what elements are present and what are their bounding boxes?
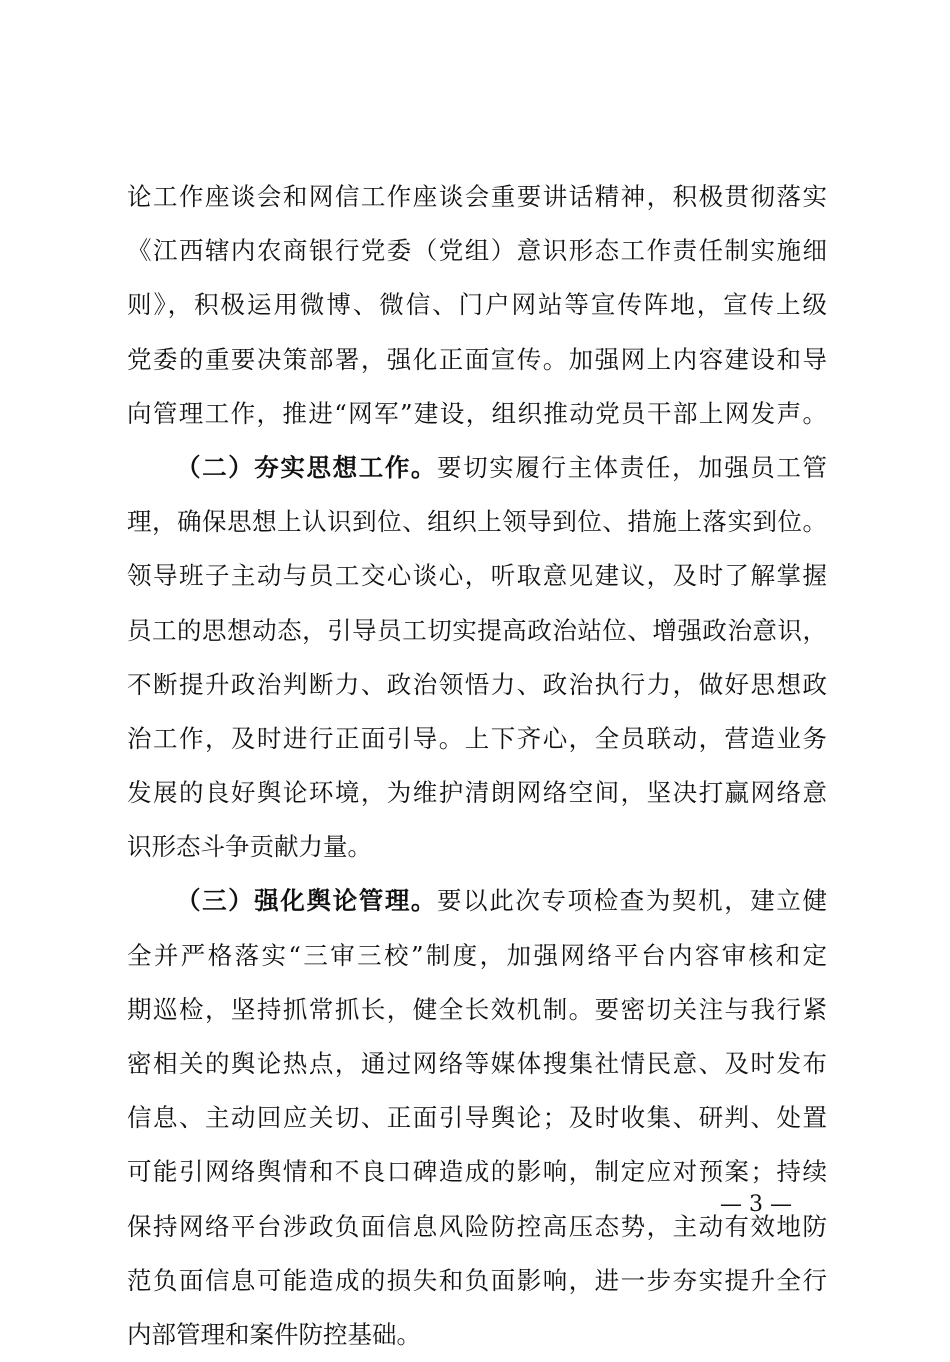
text-run: 要以此次专项检查为契机，建立健	[437, 886, 828, 916]
text-line: 治工作，及时进行正面引导。上下齐心，全员联动，营造业务	[127, 723, 827, 753]
paragraph-first-line	[127, 874, 827, 928]
text-line: 范负面信息可能造成的损失和负面影响，进一步夯实提升全行	[127, 1265, 827, 1295]
text-line: 向管理工作，推进“网军”建设，组织推动党员干部上网发声。	[127, 398, 827, 428]
section-heading-3: （三）强化舆论管理。	[176, 886, 438, 916]
text-line: 《江西辖内农商银行党委（党组）意识形态工作责任制实施细	[127, 236, 827, 266]
paragraph-3	[127, 874, 827, 1362]
text-run: 要切实履行主体责任，加强员工管	[437, 452, 828, 482]
text-line: 不断提升政治判断力、政治领悟力、政治执行力，做好思想政	[127, 669, 827, 699]
text-line: 员工的思想动态，引导员工切实提高政治站位、增强政治意识，	[127, 615, 827, 645]
text-line: 可能引网络舆情和不良口碑造成的影响，制定应对预案；持续	[127, 1157, 827, 1187]
text-line: 内部管理和案件防控基础。	[127, 1319, 421, 1349]
text-line: 全并严格落实“三审三校”制度，加强网络平台内容审核和定	[127, 940, 827, 970]
text-line: 领导班子主动与员工交心谈心，听取意见建议，及时了解掌握	[127, 561, 827, 591]
text-line: 识形态斗争贡献力量。	[127, 832, 372, 862]
page-number: — 3 —	[720, 1192, 792, 1217]
text-line: 论工作座谈会和网信工作座谈会重要讲话精神，积极贯彻落实	[127, 182, 827, 211]
paragraph-1	[127, 170, 827, 441]
paragraph-2	[127, 441, 827, 875]
text-line: 发展的良好舆论环境，为维护清朗网络空间，坚决打赢网络意	[127, 778, 827, 808]
document-body	[127, 170, 827, 1362]
text-line: 则》，积极运用微博、微信、门户网站等宣传阵地，宣传上级	[127, 290, 827, 320]
text-line: 期巡检，坚持抓常抓长，健全长效机制。要密切关注与我行紧	[127, 994, 827, 1024]
text-line: 党委的重要决策部署，强化正面宣传。加强网上内容建设和导	[127, 344, 827, 374]
text-line: 信息、主动回应关切、正面引导舆论；及时收集、研判、处置	[127, 1103, 827, 1133]
text-line: 保持网络平台涉政负面信息风险防控高压态势，主动有效地防	[127, 1211, 827, 1241]
text-line: 密相关的舆论热点，通过网络等媒体搜集社情民意、及时发布	[127, 1049, 827, 1078]
section-heading-2: （二）夯实思想工作。	[176, 452, 438, 482]
paragraph-first-line	[127, 441, 827, 495]
text-line: 理，确保思想上认识到位、组织上领导到位、措施上落实到位。	[127, 507, 827, 537]
